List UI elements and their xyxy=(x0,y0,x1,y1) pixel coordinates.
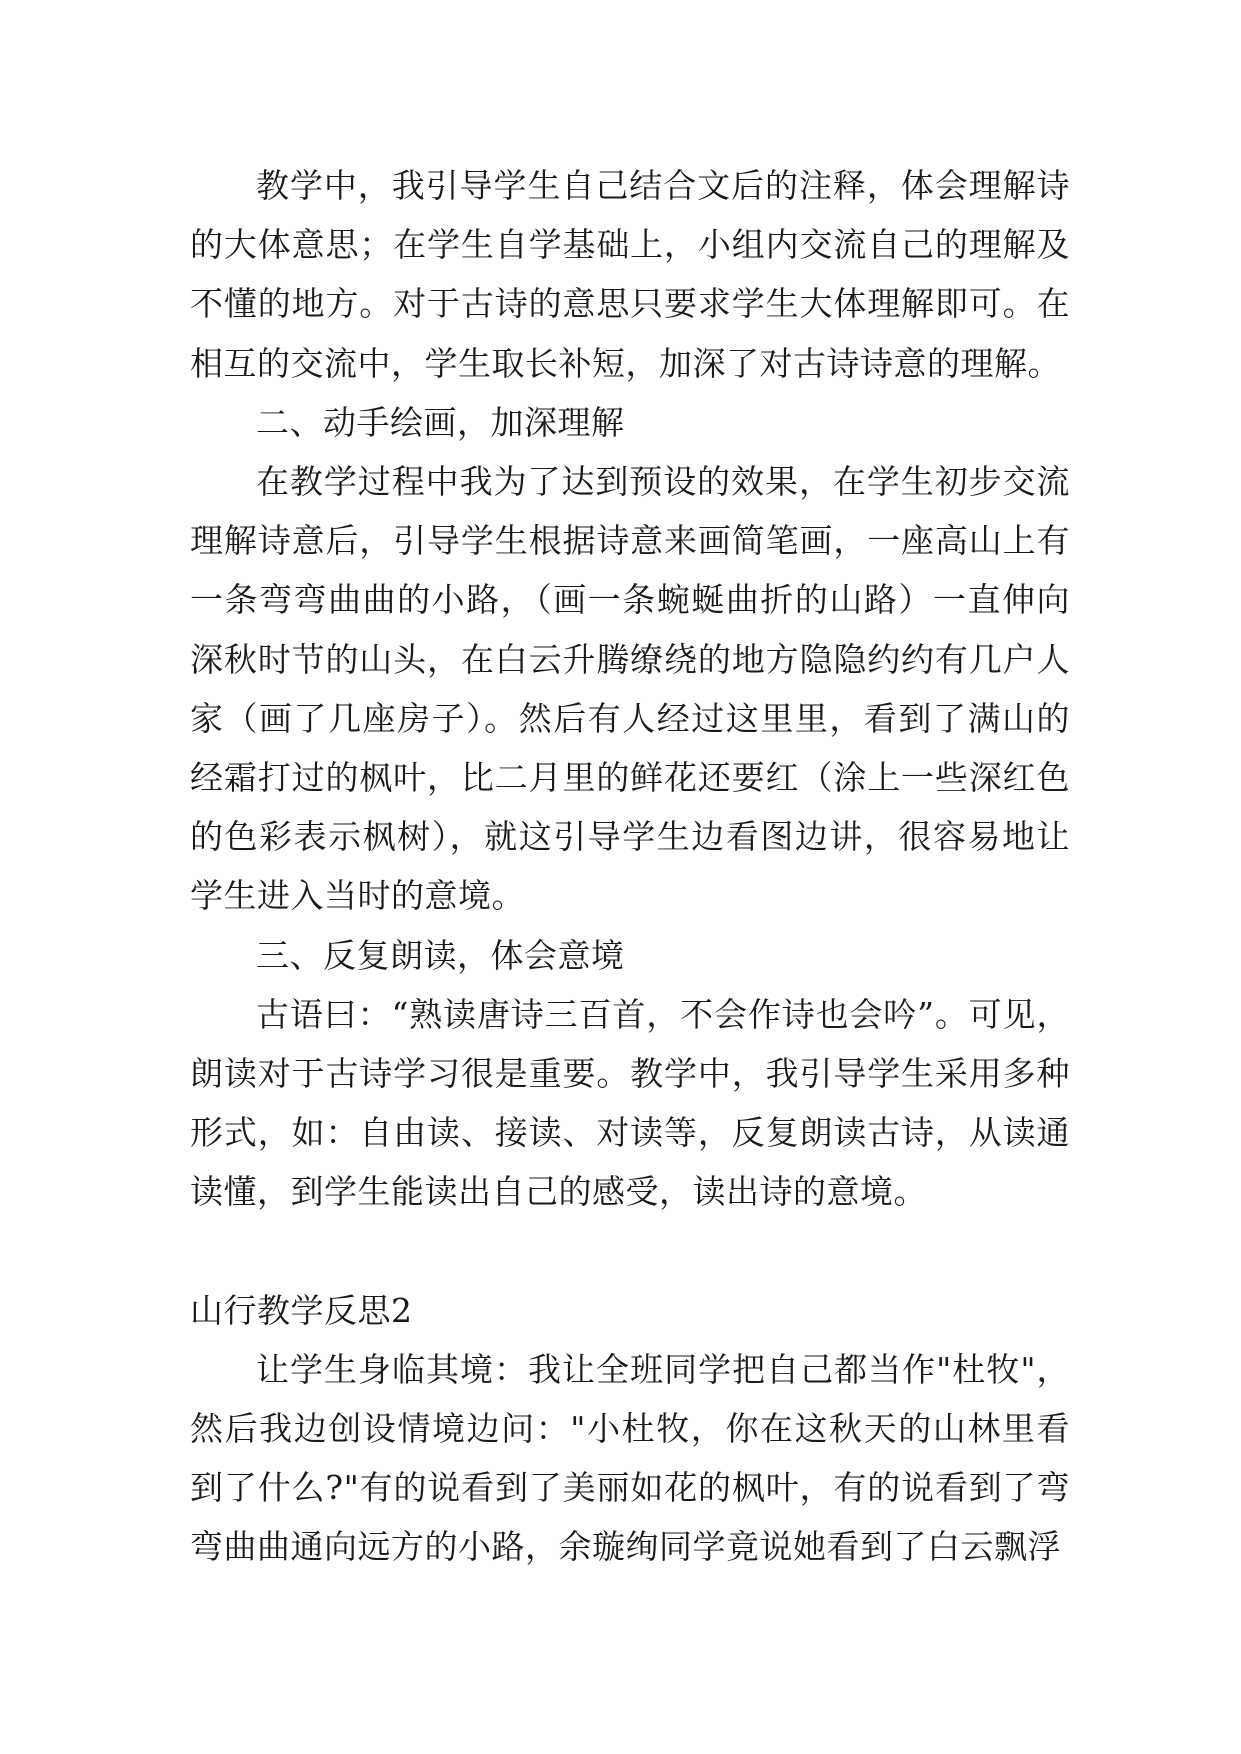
paragraph-reading: 古语曰：“熟读唐诗三百首，不会作诗也会吟”。可见，朗读对于古诗学习很是重要。教学中，我引导学生采用多种形式，如：自由读、接读、对读等，反复朗读古诗，从读通读懂，到学生能读出自己的感受，读出诗的意境。 xyxy=(190,994,1070,1212)
paragraph-immersion: 让学生身临其境：我让全班同学把自己都当作"杜牧"，然后我边创设情境边问："小杜牧，你在这秋天的山林里看到了什么?"有的说看到了美丽如花的枫叶，有的说看到了弯弯曲曲通向远方的小路，余璇绚同学竟说她看到了白云飘浮 xyxy=(190,1349,1070,1567)
paragraph-teaching-notes: 教学中，我引导学生自己结合文后的注释，体会理解诗的大体意思；在学生自学基础上，小组内交流自己的理解及不懂的地方。对于古诗的意思只要求学生大体理解即可。在相互的交流中，学生取长补短，加深了对古诗诗意的理解。 xyxy=(190,166,1070,383)
section-title: 山行教学反思2 xyxy=(190,1290,413,1330)
paragraph-drawing: 在教学过程中我为了达到预设的效果，在学生初步交流理解诗意后，引导学生根据诗意来画简笔画，一座高山上有一条弯弯曲曲的小路，（画一条蜿蜒曲折的山路）一直伸向深秋时节的山头，在白云升腾缭绕的地方隐隐约约有几户人家（画了几座房子）。然后有人经过这里里，看到了满山的经霜打过的枫叶，比二月里的鲜花还要红（涂上一些深红色的色彩表示枫树），就这引导学生边看图边讲，很容易地让学生进入当时的意境。 xyxy=(190,462,1070,916)
document-body xyxy=(190,156,1070,1577)
section-spacer xyxy=(190,1222,1070,1281)
heading-drawing: 二、动手绘画，加深理解 xyxy=(256,402,625,442)
heading-reading: 三、反复朗读，体会意境 xyxy=(256,935,625,975)
